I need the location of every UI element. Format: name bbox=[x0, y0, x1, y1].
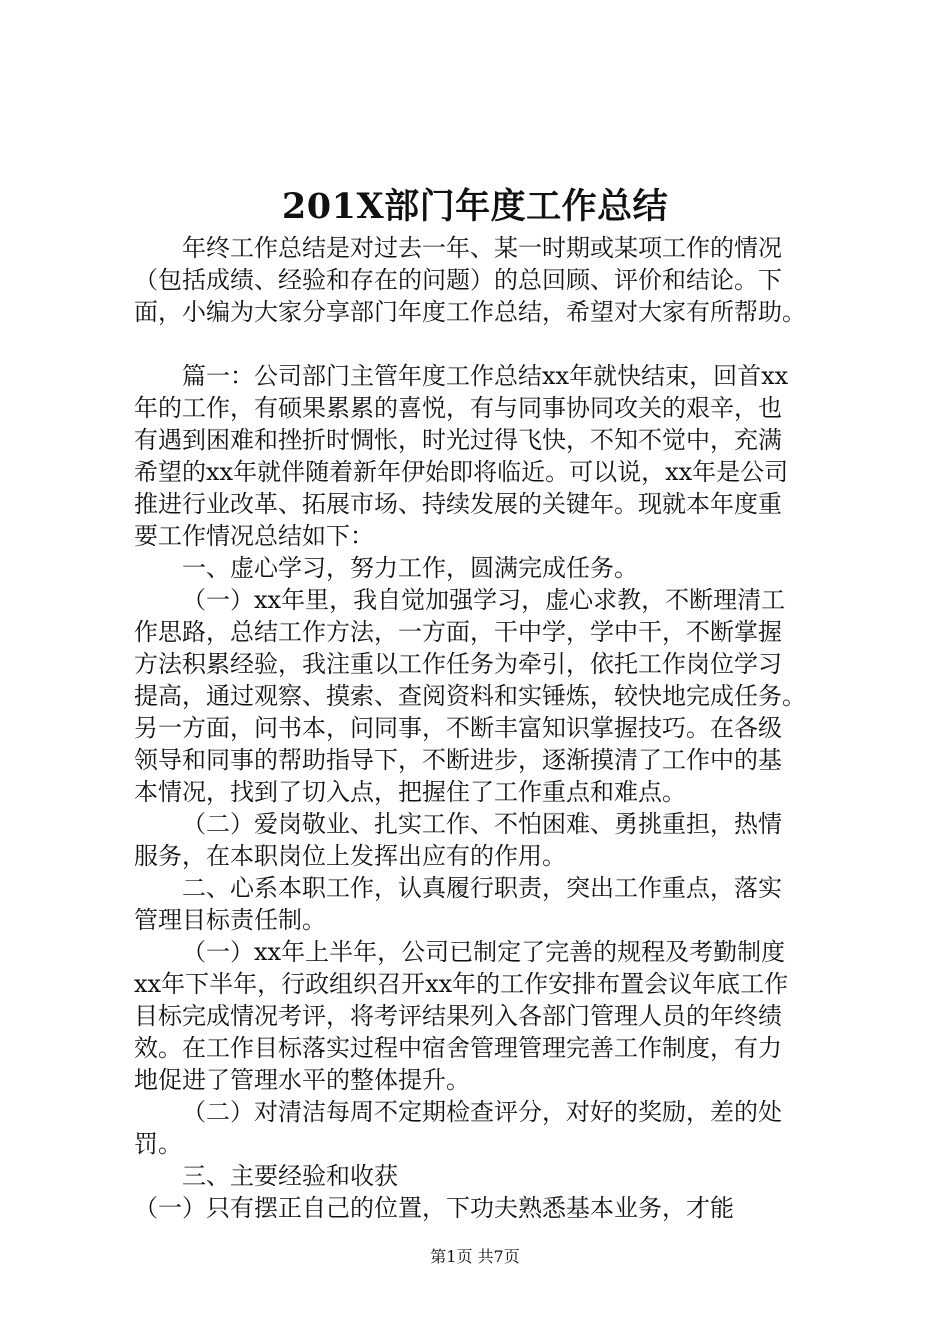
body-line: （一）只有摆正自己的位置，下功夫熟悉基本业务，才能 bbox=[134, 1194, 734, 1222]
body-line: 推进行业改革、拓展市场、持续发展的关键年。现就本年度重 bbox=[134, 490, 782, 518]
page-number-footer: 第1页 共7页 bbox=[430, 1247, 520, 1266]
body-line: 年终工作总结是对过去一年、某一时期或某项工作的情况 bbox=[182, 234, 782, 262]
body-line: （二）对清洁每周不定期检查评分，对好的奖励，差的处 bbox=[182, 1098, 782, 1126]
body-line: 罚。 bbox=[134, 1130, 182, 1158]
body-line: 效。在工作目标落实过程中宿舍管理管理完善工作制度，有力 bbox=[134, 1034, 782, 1062]
body-line: 领导和同事的帮助指导下，不断进步，逐渐摸清了工作中的基 bbox=[134, 746, 782, 774]
body-line: 另一方面，问书本，问同事，不断丰富知识掌握技巧。在各级 bbox=[134, 714, 782, 742]
body-line: 作思路，总结工作方法，一方面，干中学，学中干，不断掌握 bbox=[134, 618, 782, 646]
body-line: 有遇到困难和挫折时惆怅，时光过得飞快，不知不觉中，充满 bbox=[134, 426, 782, 454]
body-line: 提高，通过观察、摸索、查阅资料和实锤炼，较快地完成任务。 bbox=[134, 682, 806, 710]
body-line: 方法积累经验，我注重以工作任务为牵引，依托工作岗位学习 bbox=[134, 650, 782, 678]
body-line: xx年下半年，行政组织召开xx年的工作安排布置会议年底工作 bbox=[134, 970, 789, 998]
body-line: （一）xx年里，我自觉加强学习，虚心求教，不断理清工 bbox=[182, 586, 786, 614]
body-line: 面，小编为大家分享部门年度工作总结，希望对大家有所帮助。 bbox=[134, 298, 806, 326]
body-line: 地促进了管理水平的整体提升。 bbox=[134, 1066, 470, 1094]
section-heading: 一、虚心学习，努力工作，圆满完成任务。 bbox=[182, 554, 638, 582]
body-line: 目标完成情况考评，将考评结果列入各部门管理人员的年终绩 bbox=[134, 1002, 782, 1030]
section-heading: 二、心系本职工作，认真履行职责，突出工作重点，落实 bbox=[182, 874, 782, 902]
body-line: 篇一：公司部门主管年度工作总结xx年就快结束，回首xx bbox=[182, 362, 789, 390]
body-line: （包括成绩、经验和存在的问题）的总回顾、评价和结论。下 bbox=[134, 266, 782, 294]
section-heading: 三、主要经验和收获 bbox=[182, 1162, 398, 1190]
body-line: 希望的xx年就伴随着新年伊始即将临近。可以说，xx年是公司 bbox=[134, 458, 789, 486]
body-line: （一）xx年上半年，公司已制定了完善的规程及考勤制度 bbox=[182, 938, 786, 966]
body-line: （二）爱岗敬业、扎实工作、不怕困难、勇挑重担，热情 bbox=[182, 810, 782, 838]
page-title: 201X部门年度工作总结 bbox=[281, 186, 669, 227]
body-line: 服务，在本职岗位上发挥出应有的作用。 bbox=[134, 842, 566, 870]
body-line: 本情况，找到了切入点，把握住了工作重点和难点。 bbox=[134, 778, 686, 806]
body-line: 要工作情况总结如下： bbox=[134, 522, 374, 550]
body-line: 管理目标责任制。 bbox=[134, 906, 326, 934]
body-line: 年的工作，有硕果累累的喜悦，有与同事协同攻关的艰辛，也 bbox=[134, 394, 782, 422]
